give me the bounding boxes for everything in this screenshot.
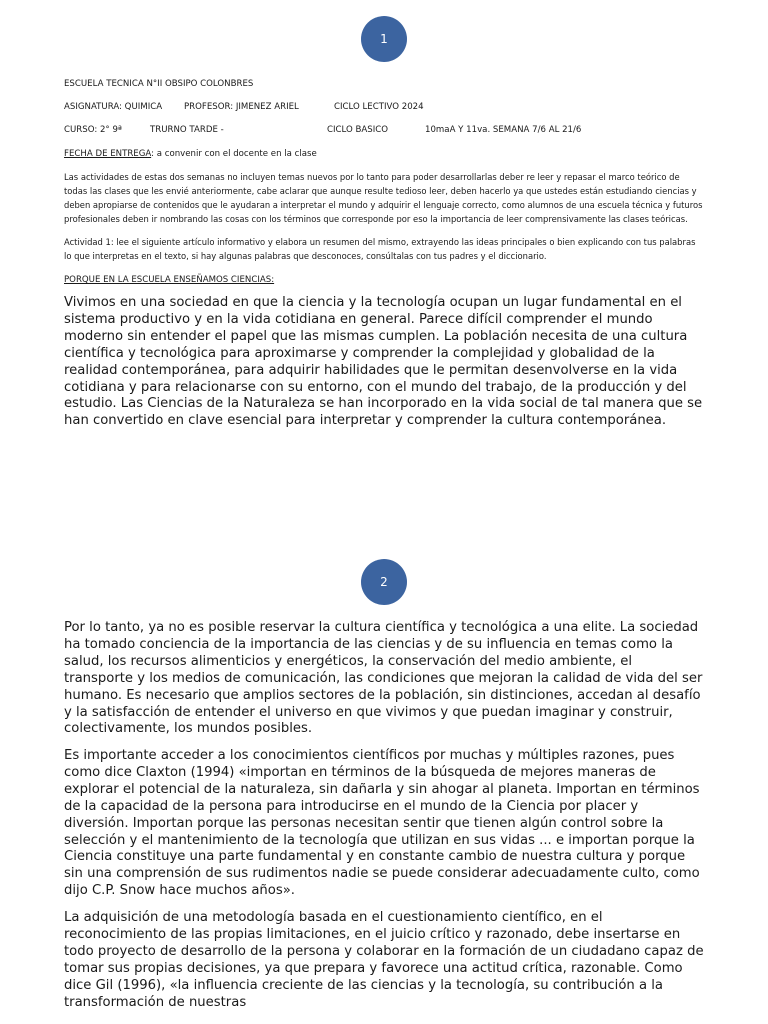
cycle-label: CICLO LECTIVO 2024 bbox=[334, 102, 424, 112]
article-title: PORQUE EN LA ESCUELA ENSEÑAMOS CIENCIAS: bbox=[64, 275, 275, 285]
course-label: CURSO: 2° 9ª bbox=[64, 125, 122, 135]
subject-label: ASIGNATURA: QUIMICA bbox=[64, 102, 163, 112]
page-number: 2 bbox=[380, 575, 388, 589]
page-number-badge bbox=[361, 16, 407, 62]
delivery-text: : a convenir con el docente en la clase bbox=[151, 149, 317, 159]
course-row bbox=[64, 123, 704, 137]
article-paragraph-1: Vivimos en una sociedad en que la ciencia y la tecnología ocupan un lugar fundamental en el sistema productivo y en la vida cotidiana en general. Parece difícil comprender el mundo moderno sin entender el papel que las mismas cumplen. La población necesita de una cultura científica y tecnológica para aproximarse y comprender la complejidad y globalidad de la realidad contemporánea, para adquirir habilidades que le permitan desenvolverse en la vida cotidiana y para relacionarse con su entorno, con el mundo del trabajo, de la producción y del estudio. Las Ciencias de la Naturaleza se han incorporado en la vida social de tal manera que se han convertido en clave esencial para interpretar y comprender la cultura contemporánea. bbox=[64, 295, 703, 429]
subject-row bbox=[64, 100, 704, 114]
intro-paragraph: Las actividades de estas dos semanas no incluyen temas nuevos por lo tanto para poder desarrollarlas deber re leer y repasar el marco teórico de todas las clases que les envié anteriormente, cabe aclarar que aunque resulte tedioso leer, deben hacerlo ya que ustedes están estudiando ciencias y deben apropiarse de contenidos que le ayudaran a interpretar el mundo y adquirir el lenguaje correcto, como alumnos de una escuela técnica y futuros profesionales deben ir nombrando las cosas con los términos que corresponde por eso la importancia de leer comprensivamente las clases teóricas. bbox=[64, 172, 703, 224]
article-paragraph-3: Es importante acceder a los conocimientos científicos por muchas y múltiples razones, pues como dice Claxton (1994) «importan en términos de la búsqueda de mejores maneras de explorar el potencial de la naturaleza, sin dañarla y sin ahogar al planeta. Importan en términos de la capacidad de la persona para introducirse en el mundo de la Ciencia por placer y diversión. Importan porque las personas necesitan sentir que tienen algún control sobre la selección y el mantenimiento de la tecnología que utilizan en sus vidas ... e importan porque la Ciencia constituye una parte fundamental y en constante cambio de nuestra cultura y porque sin una comprensión de sus rudimentos nadie se puede considerar adecuadamente culto, como dijo C.P. Snow hace muchos años». bbox=[64, 748, 700, 899]
article-paragraph-2: Por lo tanto, ya no es posible reservar la cultura científica y tecnológica a una elite. La sociedad ha tomado conciencia de la importancia de las ciencias y de su influencia en temas como la salud, los recursos alimenticios y energéticos, la conservación del medio ambiente, el transporte y los medios de comunicación, las condiciones que mejoran la calidad de vida del ser humano. Es necesario que amplios sectores de la población, sin distinciones, accedan al desafío y la satisfacción de entender el universo en que vivimos y que puedan imaginar y construir, colectivamente, los mundos posibles. bbox=[64, 620, 703, 737]
activity-paragraph: Actividad 1: lee el siguiente artículo informativo y elabora un resumen del mismo, extrayendo las ideas principales o bien explicando con tus palabras lo que interpretas en el texto, si hay algunas palabras que desconoces, consúltalas con tus padres y el diccionario. bbox=[64, 237, 696, 261]
teacher-label: PROFESOR: JIMENEZ ARIEL bbox=[184, 102, 299, 112]
page-number: 1 bbox=[380, 32, 388, 46]
article-paragraph-4: La adquisición de una metodología basada en el cuestionamiento científico, en el reconocimiento de las propias limitaciones, en el juicio crítico y razonado, debe insertarse en todo proyecto de desarrollo de la persona y colaborar en la formación de un ciudadano capaz de tomar sus propias decisiones, ya que prepara y favorece una actitud crítica, razonable. Como dice Gil (1996), «la influencia creciente de las ciencias y la tecnología, su contribución a la transformación de nuestras bbox=[64, 910, 704, 1010]
delivery-heading: FECHA DE ENTREGA bbox=[64, 149, 152, 159]
basic-cycle-label: CICLO BASICO bbox=[327, 125, 389, 135]
page-number-badge bbox=[361, 559, 407, 605]
shift-label: TRURNO TARDE - bbox=[150, 125, 224, 135]
delivery-row bbox=[64, 147, 317, 161]
week-label: 10maA Y 11va. SEMANA 7/6 AL 21/6 bbox=[425, 125, 582, 135]
school-name: ESCUELA TECNICA N°II OBSIPO COLONBRES bbox=[64, 79, 254, 89]
